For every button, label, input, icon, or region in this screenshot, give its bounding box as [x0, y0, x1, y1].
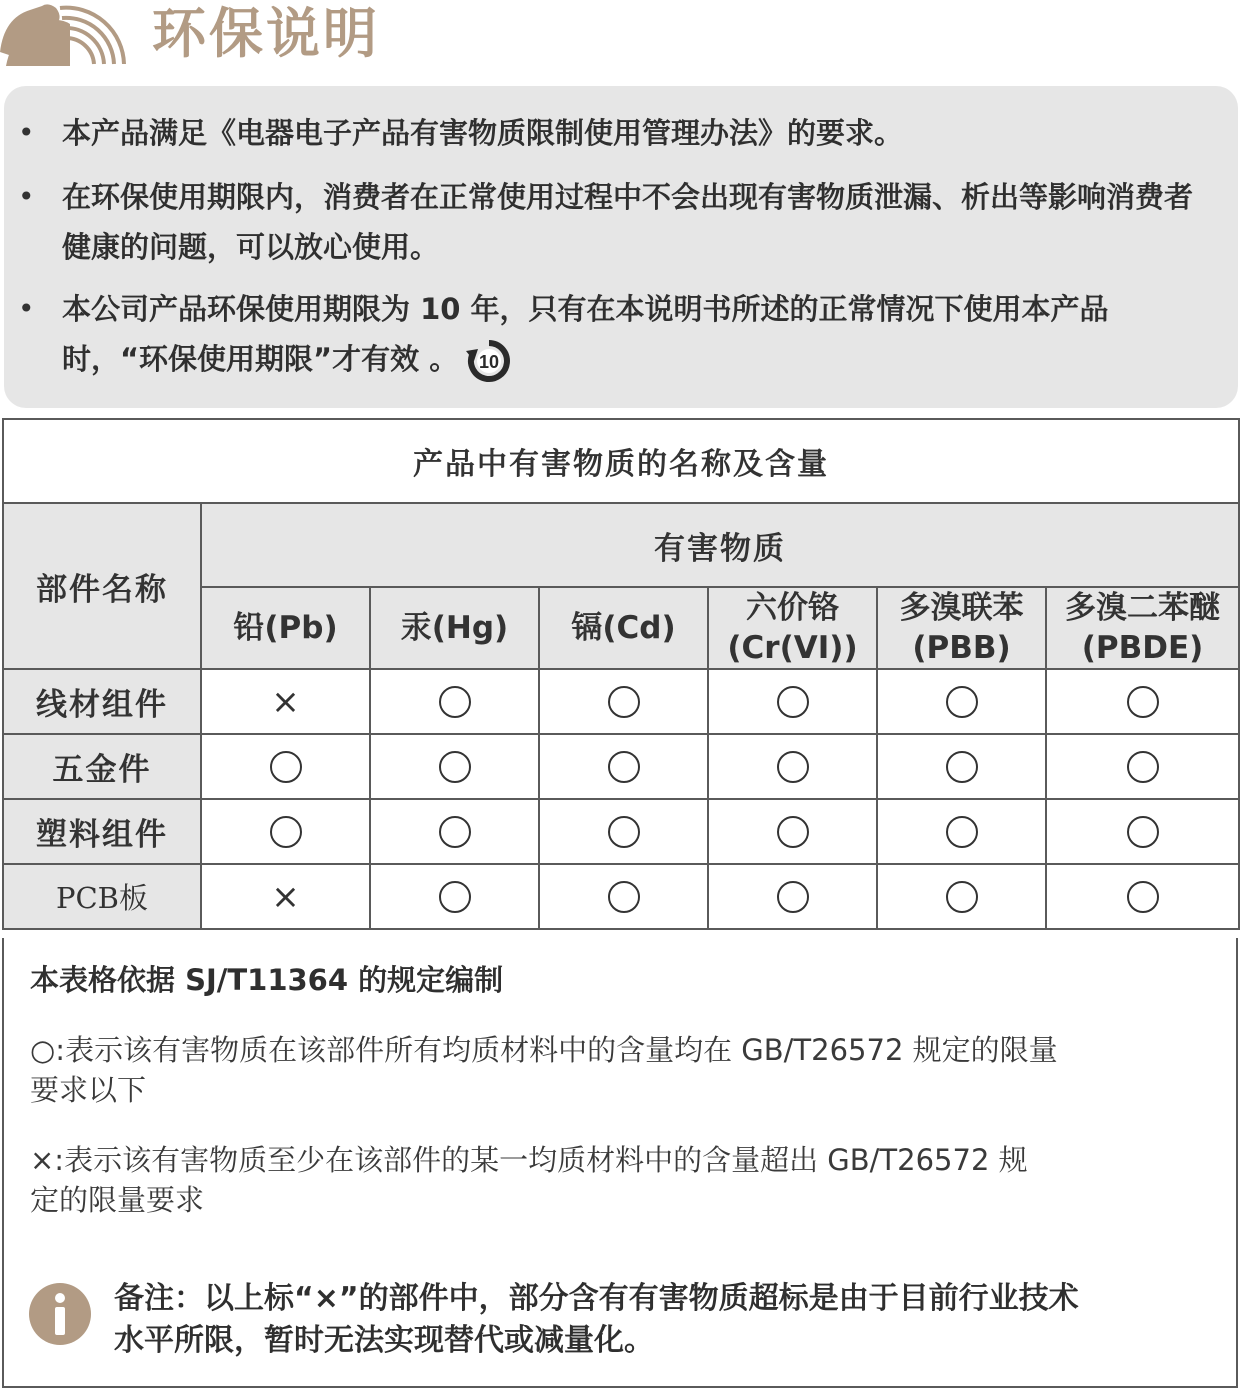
- substance-mark-cell: [1046, 669, 1239, 734]
- substance-mark-cell: [1046, 734, 1239, 799]
- substance-mark-cell: [708, 864, 877, 929]
- compliant-mark-icon: [270, 751, 302, 783]
- hazardous-group-header: 有害物质: [201, 503, 1239, 587]
- part-name-cell: 塑料组件: [3, 799, 201, 864]
- compliant-mark-icon: [1127, 751, 1159, 783]
- x-legend-line: 定的限量要求: [30, 1183, 205, 1217]
- bullet-icon: •: [18, 116, 35, 149]
- substance-mark-cell: [370, 799, 539, 864]
- bullet-icon: •: [18, 180, 35, 213]
- substance-mark-cell: [539, 799, 708, 864]
- compliant-mark-icon: [946, 686, 978, 718]
- circle-legend: [30, 1030, 1210, 1110]
- exceeds-mark-icon: ×: [271, 876, 300, 917]
- compliant-mark-icon: [439, 686, 471, 718]
- substance-name: 多溴二苯醚: [1065, 590, 1221, 626]
- remark-line: 备注：以上标“×”的部件中，部分含有有害物质超标是由于目前行业技术: [114, 1281, 1079, 1316]
- compliant-mark-icon: [439, 816, 471, 848]
- compliant-mark-icon: [946, 816, 978, 848]
- substance-formula: (PBB): [912, 630, 1011, 666]
- substance-mark-cell: [539, 669, 708, 734]
- substance-header: [201, 587, 370, 669]
- substance-mark-cell: [877, 864, 1046, 929]
- exceeds-mark-icon: ×: [271, 681, 300, 722]
- substance-name: 汞(Hg): [400, 610, 509, 646]
- eco-period-icon: [464, 339, 514, 383]
- compliant-mark-icon: [270, 816, 302, 848]
- substance-header: [370, 587, 539, 669]
- compliant-mark-icon: [1127, 816, 1159, 848]
- substance-mark-cell: [370, 864, 539, 929]
- x-legend: [30, 1140, 1210, 1220]
- compliant-mark-icon: [439, 751, 471, 783]
- compliant-mark-icon: [439, 881, 471, 913]
- table-row: [3, 864, 1239, 929]
- compliant-mark-icon: [946, 881, 978, 913]
- compliant-mark-icon: [1127, 686, 1159, 718]
- substance-mark-cell: [708, 669, 877, 734]
- compliant-mark-icon: [1127, 881, 1159, 913]
- info-icon: [28, 1282, 92, 1346]
- compliant-mark-icon: [608, 751, 640, 783]
- substance-mark-cell: [1046, 864, 1239, 929]
- table-row: [3, 734, 1239, 799]
- hazardous-substance-table: [2, 418, 1240, 930]
- eco-period-label: 10: [479, 352, 500, 372]
- notice-text: 在环保使用期限内，消费者在正常使用过程中不会出现有害物质泄漏、析出等影响消费者健康的问题，可以放心使用。: [62, 180, 1194, 264]
- substance-header: [708, 587, 877, 669]
- compliant-mark-icon: [608, 686, 640, 718]
- notes-panel: [2, 938, 1238, 1388]
- substance-mark-cell: [877, 799, 1046, 864]
- substance-mark-cell: [1046, 799, 1239, 864]
- circle-legend-line: ○:表示该有害物质在该部件所有均质材料中的含量均在 GB/T26572 规定的限量: [30, 1033, 1058, 1067]
- compliant-mark-icon: [777, 881, 809, 913]
- substance-formula: (PBDE): [1081, 630, 1204, 666]
- compliant-mark-icon: [777, 751, 809, 783]
- notice-text-body: 本公司产品环保使用期限为 10 年，只有在本说明书所述的正常情况下使用本产品时，“环保使用期限”才有效 。: [62, 292, 1109, 376]
- circle-legend-line: 要求以下: [30, 1073, 147, 1107]
- remark-line: 水平所限，暂时无法实现替代或减量化。: [114, 1323, 654, 1358]
- compliant-mark-icon: [777, 816, 809, 848]
- substance-formula: (Cr(VI)): [727, 630, 858, 666]
- page-title: 环保说明: [152, 2, 380, 65]
- table-row: [3, 799, 1239, 864]
- substance-name: 铅(Pb): [233, 610, 338, 646]
- substance-mark-cell: [708, 799, 877, 864]
- substance-name: 六价铬: [746, 590, 839, 626]
- notice-text: [62, 284, 1212, 384]
- table-caption: 产品中有害物质的名称及含量: [3, 419, 1239, 503]
- substance-name: 镉(Cd): [571, 610, 676, 646]
- notice-panel: [4, 86, 1238, 408]
- notice-text: 本产品满足《电器电子产品有害物质限制使用管理办法》的要求。: [62, 116, 904, 150]
- bullet-icon: •: [18, 292, 35, 325]
- part-name-cell: 线材组件: [3, 669, 201, 734]
- substance-mark-cell: [201, 669, 370, 734]
- table-row: [3, 669, 1239, 734]
- substance-mark-cell: [877, 669, 1046, 734]
- substance-mark-cell: [370, 669, 539, 734]
- part-name-cell: 五金件: [3, 734, 201, 799]
- substance-mark-cell: [370, 734, 539, 799]
- substance-mark-cell: [708, 734, 877, 799]
- page-header: [0, 0, 1242, 76]
- brand-logo-icon: [0, 0, 130, 72]
- substance-mark-cell: [201, 734, 370, 799]
- compliant-mark-icon: [608, 881, 640, 913]
- compliant-mark-icon: [608, 816, 640, 848]
- substance-mark-cell: [877, 734, 1046, 799]
- substance-name: 多溴联苯: [899, 590, 1024, 626]
- substance-mark-cell: [201, 799, 370, 864]
- substance-mark-cell: [201, 864, 370, 929]
- compliant-mark-icon: [946, 751, 978, 783]
- substance-header: [1046, 587, 1239, 669]
- substance-header: [877, 587, 1046, 669]
- part-name-cell: PCB板: [3, 864, 201, 929]
- remark-text: [114, 1278, 1214, 1362]
- substance-header: [539, 587, 708, 669]
- compliant-mark-icon: [777, 686, 809, 718]
- substance-mark-cell: [539, 734, 708, 799]
- part-name-header: 部件名称: [3, 503, 201, 669]
- x-legend-line: ×:表示该有害物质至少在该部件的某一均质材料中的含量超出 GB/T26572 规: [30, 1143, 1028, 1177]
- table-basis: 本表格依据 SJ/T11364 的规定编制: [30, 963, 504, 997]
- substance-mark-cell: [539, 864, 708, 929]
